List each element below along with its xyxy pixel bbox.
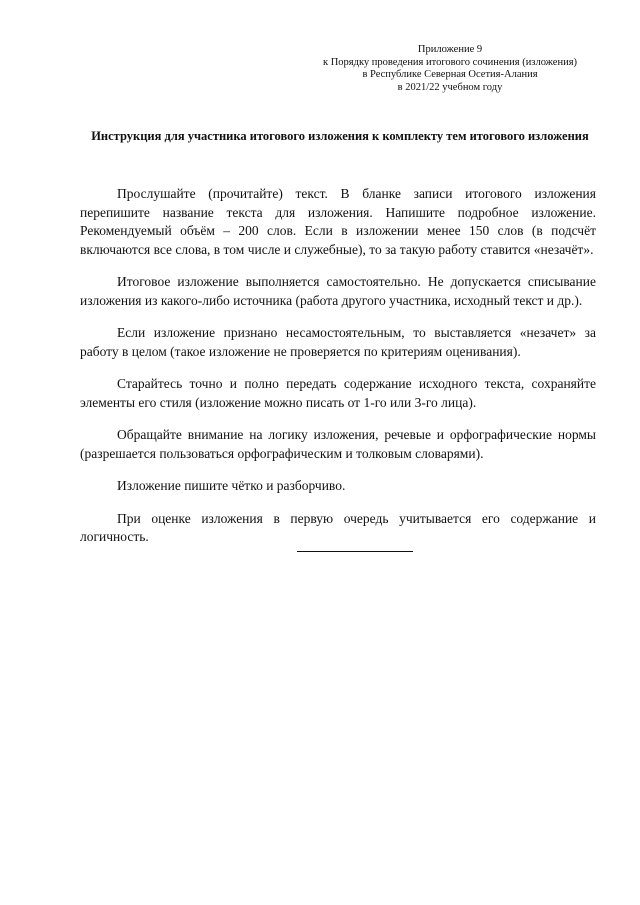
paragraph-evaluation: При оценке изложения в первую очередь учитывается его содержание и логичность.	[80, 510, 596, 544]
paragraph-logic-norms: Обращайте внимание на логику изложения, речевые и орфографические нормы (разрешается пользоваться орфографическим и толковым словарями).	[80, 427, 596, 461]
appendix-header	[300, 44, 600, 94]
paragraph-non-independent: Если изложение признано несамостоятельным, то выставляется «незачет» за работу в целом (такое изложение не проверяется по критериям оценивания).	[80, 325, 596, 359]
document-title: Инструкция для участника итогового изложения к комплекту тем итогового изложения	[91, 129, 589, 143]
paragraph-listen-rewrite: Прослушайте (прочитайте) текст. В бланке записи итогового изложения перепишите название текста для изложения. Напишите подробное изложение. Рекомендуемый объём – 200 слов. Если в изложении менее 150 слов (в подсчёт включаются все слова, в том числе и служебные), то за такую работу ставится «незачёт».	[80, 186, 596, 257]
paragraph-legibility: Изложение пишите чётко и разборчиво.	[117, 478, 346, 493]
appendix-line-procedure: к Порядку проведения итогового сочинения (изложения)	[322, 56, 578, 68]
instruction-body	[80, 185, 596, 561]
paragraph-convey-content: Старайтесь точно и полно передать содержание исходного текста, сохраняйте элементы его стиля (изложение можно писать от 1-го или 3-го лица).	[80, 376, 596, 410]
closing-divider	[297, 551, 413, 552]
paragraph-independent-work: Итоговое изложение выполняется самостоятельно. Не допускается списывание изложения из какого-либо источника (работа другого участника, исходный текст и др.).	[80, 274, 596, 308]
appendix-line-year: в 2021/22 учебном году	[397, 81, 503, 93]
appendix-line-region: в Республике Северная Осетия-Алания	[362, 69, 538, 80]
appendix-line-number: Приложение 9	[417, 44, 483, 55]
